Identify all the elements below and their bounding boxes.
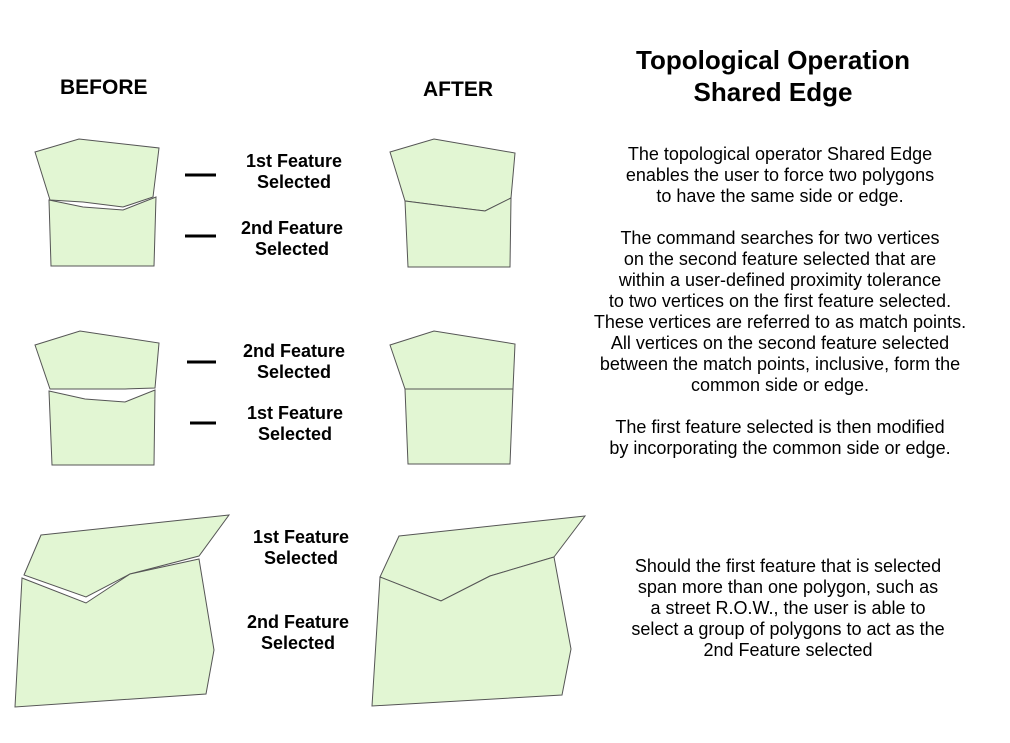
label-line: Selected [257,424,333,444]
row2-bottom-label [225,403,365,445]
label-line: 2nd Feature [242,341,346,361]
row2-after-second-polygon [405,389,513,464]
title-line-2: Shared Edge [693,77,853,107]
paragraph-line: span more than one polygon, such as [637,577,939,597]
label-line: 1st Feature [246,403,344,423]
label-line: Selected [263,548,339,568]
paragraph-line: 2nd Feature selected [703,640,873,660]
row1-top-label [224,151,364,193]
row3-after [372,516,585,706]
after-heading: AFTER [423,78,493,101]
row2-before-first-polygon [35,331,159,389]
row3-top-label [231,527,371,569]
paragraph-modified [560,417,1000,459]
label-line: 1st Feature [252,527,350,547]
title-line-1: Topological Operation [636,45,910,75]
paragraph-line: a street R.O.W., the user is able to [650,598,926,618]
row1-after-first-polygon [390,139,515,211]
row1-before-second-polygon [49,197,156,266]
label-line: 2nd Feature [240,218,344,238]
row2-after-first-polygon [390,331,515,389]
paragraph-line: select a group of polygons to act as the [631,619,945,639]
label-line: 1st Feature [245,151,343,171]
paragraph-line: on the second feature selected that are [623,249,937,269]
row2-after [390,331,515,464]
paragraph-line: enables the user to force two polygons [625,165,935,185]
paragraph-line: within a user-defined proximity tolerance [618,270,942,290]
paragraph-line: These vertices are referred to as match points. [593,312,967,332]
row1-after-second-polygon [405,198,511,267]
row1-bottom-label [222,218,362,260]
row1-before-first-polygon [35,139,159,207]
before-heading: BEFORE [60,76,148,99]
label-line: Selected [254,239,330,259]
paragraph-line: Should the first feature that is selected [634,556,942,576]
label-line: Selected [256,172,332,192]
paragraph-line: to have the same side or edge. [656,186,904,206]
paragraph-line: All vertices on the second feature selected [610,333,950,353]
paragraph-line: between the match points, inclusive, form the [599,354,961,374]
row2-before [35,331,159,465]
paragraph-line: to two vertices on the first feature selected. [608,291,952,311]
label-line: Selected [256,362,332,382]
paragraph-group [568,556,1008,661]
paragraph-command [560,228,1000,396]
row2-before-second-polygon [49,390,155,465]
paragraph-line: The first feature selected is then modified [615,417,945,437]
row1-after [390,139,515,267]
row2-top-label [224,341,364,383]
paragraph-line: The topological operator Shared Edge [627,144,933,164]
row1-before [35,139,159,266]
paragraph-intro [560,144,1000,207]
label-line: Selected [260,633,336,653]
row3-before [15,515,229,707]
paragraph-line: by incorporating the common side or edge. [609,438,951,458]
label-line: 2nd Feature [246,612,350,632]
paragraph-line: The command searches for two vertices [620,228,940,248]
row3-bottom-label [228,612,368,654]
paragraph-line: common side or edge. [690,375,870,395]
